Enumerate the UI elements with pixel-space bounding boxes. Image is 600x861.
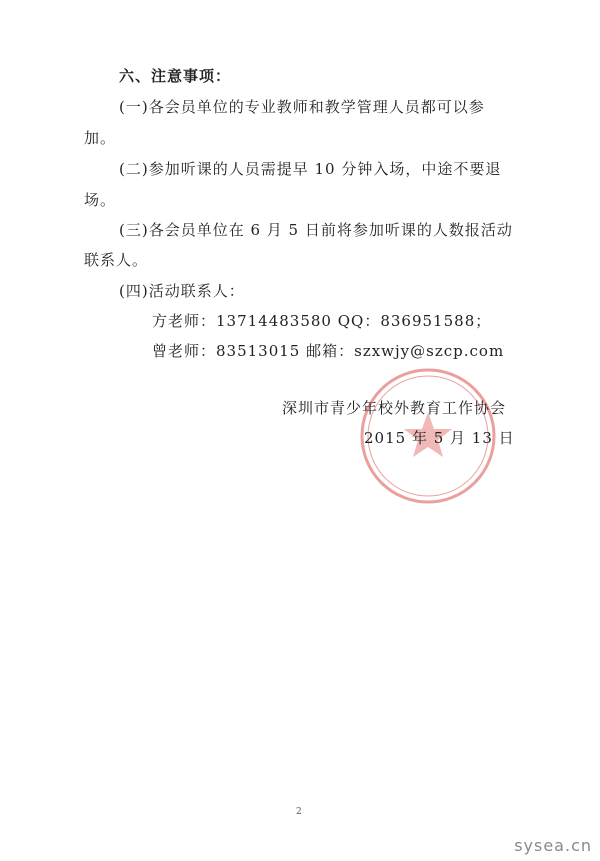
item-2-line-2: 场。 <box>84 191 117 209</box>
item-1-line-2: 加。 <box>84 129 117 147</box>
item-1-line-1: (一)各会员单位的专业教师和教学管理人员都可以参 <box>119 98 485 116</box>
signature-date: 2015 年 5 月 13 日 <box>364 429 515 447</box>
organization-name: 深圳市青少年校外教育工作协会 <box>282 399 507 417</box>
page-number: 2 <box>296 807 302 817</box>
section-heading: 六、注意事项： <box>119 67 232 85</box>
site-watermark: sysea.cn <box>514 836 592 855</box>
item-2-line-1: (二)参加听课的人员需提早 10 分钟入场，中途不要退 <box>119 160 502 178</box>
contacts-heading: (四)活动联系人： <box>119 282 245 300</box>
item-3-line-1: (三)各会员单位在 6 月 5 日前将参加听课的人数报活动 <box>119 221 513 239</box>
item-3-line-2: 联系人。 <box>84 251 149 269</box>
contact-zeng: 曾老师：83513015 邮箱：szxwjy@szcp.com <box>152 342 505 360</box>
contact-fang: 方老师：13714483580 QQ：836951588； <box>152 312 492 330</box>
